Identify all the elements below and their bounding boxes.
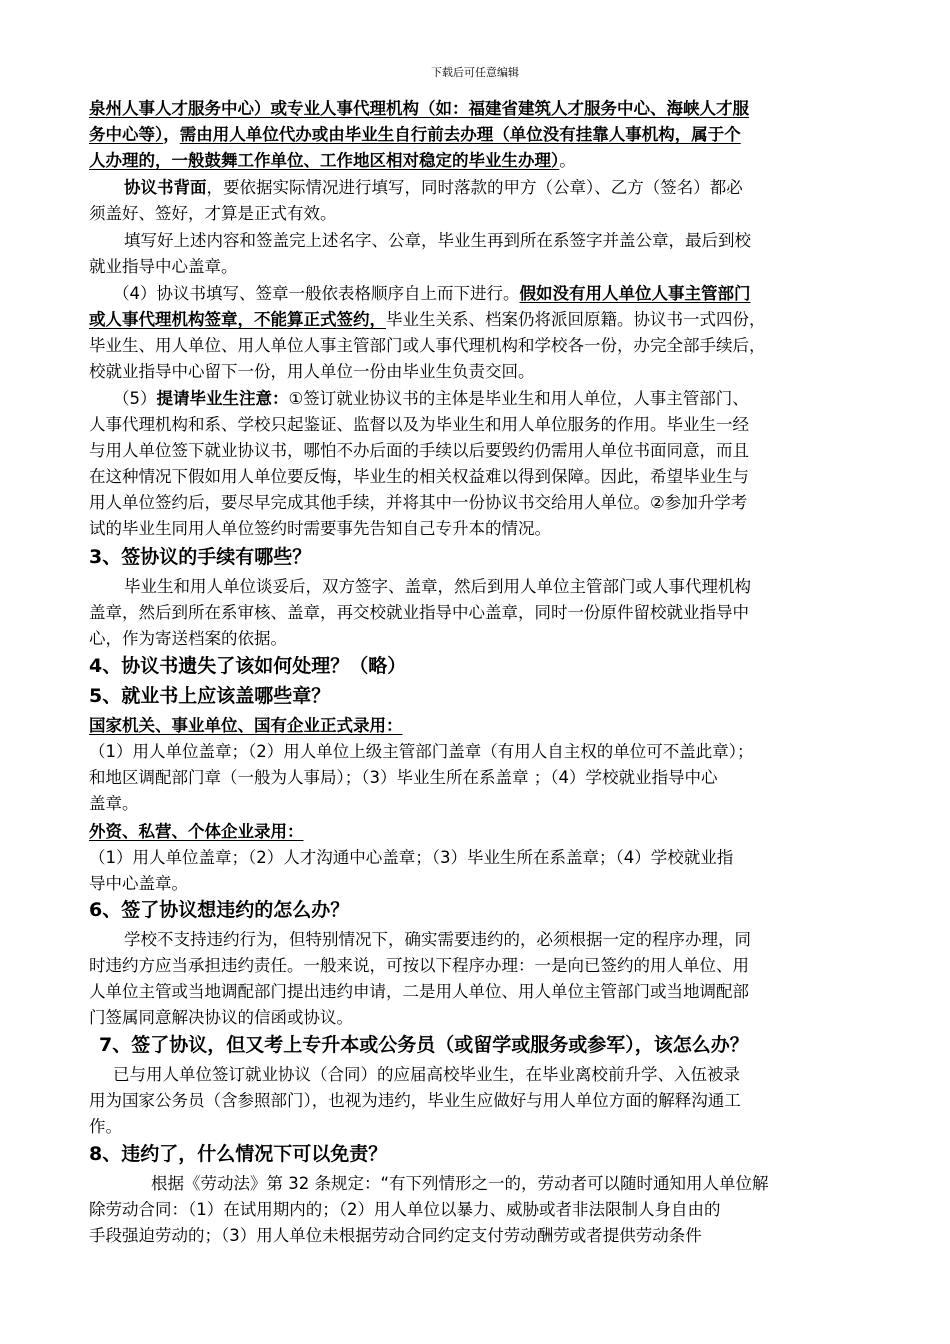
s7-line1: 已与用人单位签订就业协议（合同）的应届高校毕业生，在毕业离校前升学、入伍被录 [113, 1065, 740, 1084]
p1-line3-text: 人办理的，一般鼓舞工作单位、工作地区相对稳定的毕业生办理） [89, 151, 560, 170]
s3-line1: 毕业生和用人单位谈妥后，双方签字、盖章，然后到用人单位主管部门或人事代理机构 [124, 577, 751, 596]
section5-heading: 5、就业书上应该盖哪些章？ [89, 685, 331, 707]
p4-line4: 校就业指导中心留下一份，用人单位一份由毕业生负责交回。 [89, 362, 535, 381]
p5-line3: 与用人单位签下就业协议书，哪怕不办后面的手续以后要毁约仍需用人单位书面同意，而且 [89, 441, 749, 460]
p1-line2-a: 务中心等） [89, 125, 164, 144]
p2-bold: 协议书背面 [124, 178, 207, 197]
s7-line3: 作。 [89, 1117, 122, 1136]
p4-line2-a: 或人事代理机构签章，不能算正式签约， [89, 310, 386, 329]
p5-line2: 人事代理机构和系、学校只起鉴证、监督以及为毕业生和用人单位服务的作用。毕业生一经 [89, 415, 749, 434]
s6-line4: 门签属同意解决协议的信函或协议。 [89, 1008, 353, 1027]
p1-line3-end: 。 [559, 151, 576, 170]
s5-a-line3: 盖章。 [89, 794, 139, 813]
s6-line1: 学校不支持违约行为，但特别情况下，确实需要违约的，必须根据一定的程序办理，同 [124, 930, 751, 949]
section4-heading: 4、协议书遗失了该如何处理？（略） [89, 655, 407, 677]
p5-line1-c: ①签订就业协议书的主体是毕业生和用人单位，人事主管部门、 [288, 389, 749, 408]
p2-line1-text: ，要依据实际情况进行填写，同时落款的甲方（公章）、乙方（签名）都必 [206, 178, 743, 197]
p2-line1 [124, 177, 743, 199]
s5-a-line2: 和地区调配部门章（一般为人事局）；（3）毕业生所在系盖章 ；（4）学校就业指导中心 [89, 768, 718, 787]
p4-line1-a: （4）协议书填写、签章一般依表格顺序自上而下进行。 [113, 284, 520, 303]
p4-line2 [89, 309, 766, 331]
s6-line2: 时违约方应当承担违约责任。一般来说，可按以下程序办理：一是向已签约的用人单位、用 [89, 956, 749, 975]
s8-line3: 手段强迫劳动的；（3）用人单位未根据劳动合同约定支付劳动酬劳或者提供劳动条件 [89, 1226, 702, 1245]
s8-line2: 除劳动合同：（1）在试用期内的；（2）用人单位以暴力、威胁或者非法限制人身自由的 [89, 1200, 721, 1219]
p3-line2: 就业指导中心盖章。 [89, 257, 238, 276]
s3-line3: 心，作为寄送档案的依据。 [89, 629, 287, 648]
p1-line1: 泉州人事人才服务中心）或专业人事代理机构（如：福建省建筑人才服务中心、海峡人才服 [89, 99, 749, 118]
p3-line1: 填写好上述内容和签盖完上述名字、公章，毕业生再到所在系签字并盖公章，最后到校 [124, 231, 751, 250]
s5-subheading-state: 国家机关、事业单位、国有企业正式录用： [89, 716, 403, 735]
p2-line2: 须盖好、签好，才算是正式有效。 [89, 204, 337, 223]
section8-heading: 8、违约了，什么情况下可以免责？ [89, 1143, 388, 1165]
p4-line1 [113, 283, 751, 305]
s5-a-line1: （1）用人单位盖章；（2）用人单位上级主管部门盖章（有用人自主权的单位可不盖此章）； [89, 742, 754, 761]
p1-line2 [89, 124, 741, 146]
p1-line3 [89, 150, 576, 172]
p4-line2-b: 毕业生关系、档案仍将派回原籍。协议书一式四份， [386, 310, 766, 329]
s8-line1: 根据《劳动法》第 32 条规定：“有下列情形之一的，劳动者可以随时通知用人单位解 [151, 1174, 769, 1193]
p4-line3: 毕业生、用人单位、用人单位人事主管部门或人事代理机构和学校各一份，办完全部手续后， [89, 336, 766, 355]
s6-line3: 人单位主管或当地调配部门提出违约申请，二是用人单位、用人单位主管部门或当地调配部 [89, 982, 749, 1001]
s3-line2: 盖章，然后到所在系审核、盖章，再交校就业指导中心盖章，同时一份原件留校就业指导中 [89, 603, 749, 622]
section7-heading: 7、签了协议，但又考上专升本或公务员（或留学或服务或参军），该怎么办？ [99, 1034, 749, 1056]
p5-line1-a: （5） [113, 389, 157, 408]
page-header: 下载后可任意编辑 [431, 66, 519, 79]
p5-line4: 在这种情况下假如用人单位要反悔，毕业生的相关权益难以得到保障。因此，希望毕业生与 [89, 467, 749, 486]
section3-heading: 3、签协议的手续有哪些？ [89, 546, 312, 568]
p5-line6: 试的毕业生同用人单位签约时需要事先告知自己专升本的情况。 [89, 519, 551, 538]
s5-subheading-private: 外资、私营、个体企业录用： [89, 822, 304, 841]
p5-line1-b: 提请毕业生注意： [156, 389, 289, 408]
s5-b-line1: （1）用人单位盖章；（2）人才沟通中心盖章；（3）毕业生所在系盖章；（4）学校就业指 [89, 848, 734, 867]
p4-line1-b: 假如没有用人单位人事主管部门 [519, 284, 751, 303]
p1-line2-b: ， [163, 125, 180, 144]
p5-line5: 用人单位签约后，要尽早完成其他手续，并将其中一份协议书交给用人单位。②参加升学考 [89, 493, 748, 512]
s7-line2: 用为国家公务员（含参照部门），也视为违约，毕业生应做好与用人单位方面的解释沟通工 [89, 1091, 741, 1110]
p5-line1 [113, 388, 749, 410]
section6-heading: 6、签了协议想违约的怎么办？ [89, 899, 350, 921]
s5-b-line2: 导中心盖章。 [89, 874, 188, 893]
p1-line2-c: 需由用人单位代办或由毕业生自行前去办理（单位没有挂靠人事机构，属于个 [179, 125, 741, 144]
